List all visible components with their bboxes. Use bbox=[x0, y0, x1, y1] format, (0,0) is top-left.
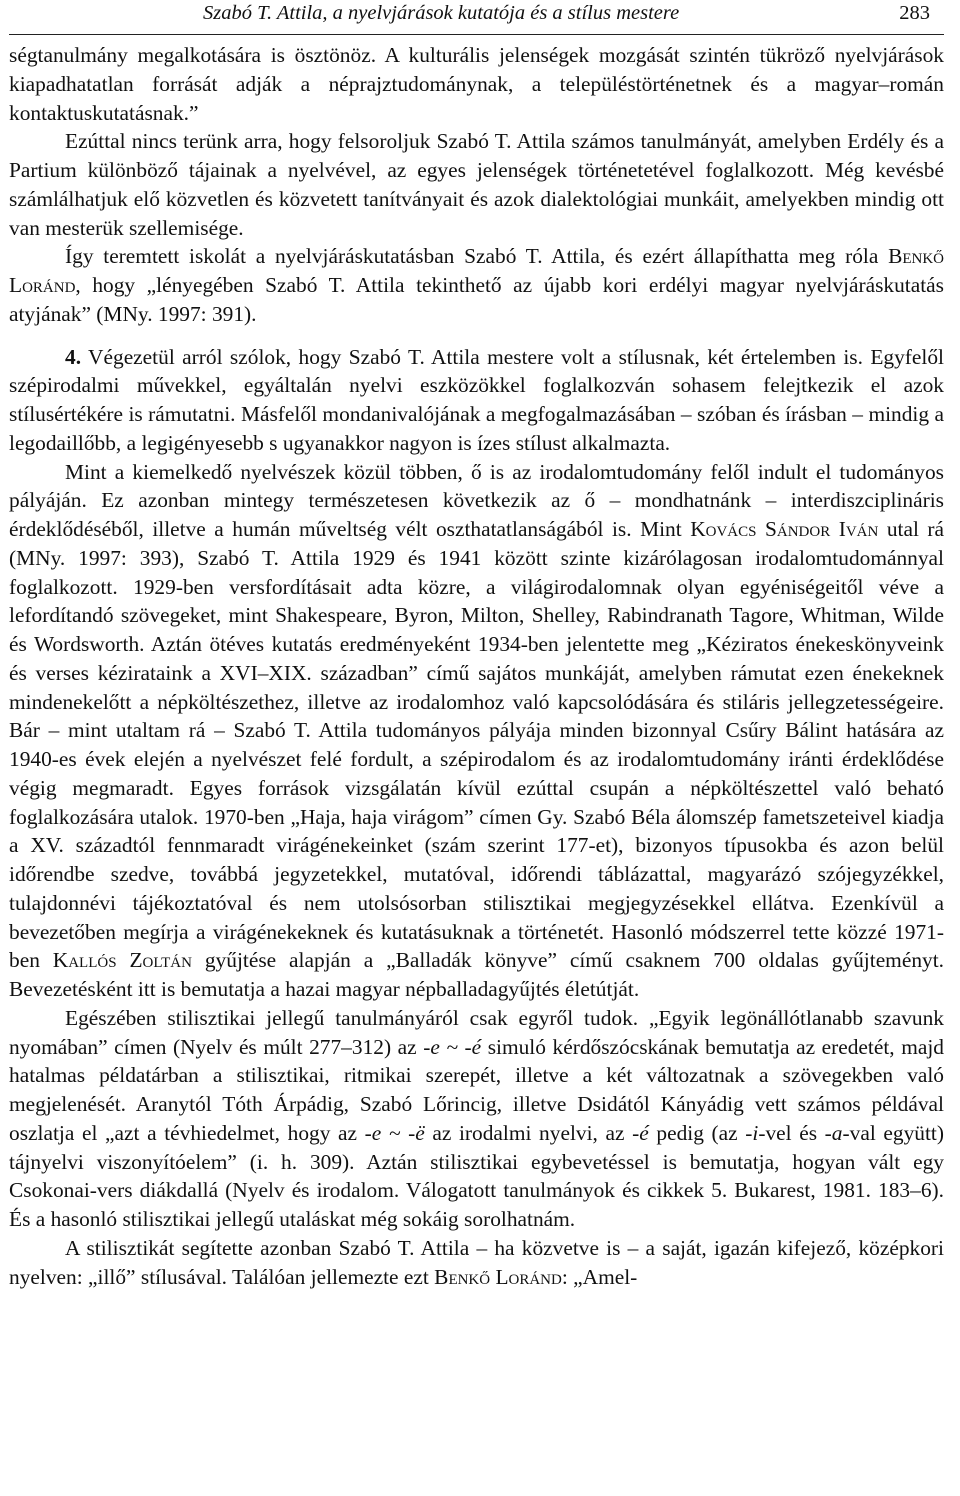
italic-term: -i bbox=[745, 1120, 759, 1145]
author-name: Kallós Zoltán bbox=[52, 948, 192, 973]
paragraph-4: 4. Végezetül arról szólok, hogy Szabó T. Attila mestere volt a stílusnak, két értelemben is. Egyfelől szépirodalmi művekkel, egyáltalán nyelvi eszközökkel foglalkozván sohasem felejtkezik el azok stílusértékére is rámutatni. Másfelől mondanivalójának a megfogalmazásában – szóban és írásban – mindig a legodaillőbb, a legigényesebb s ugyanakkor nagyon is ízes stílust alkalmazta. bbox=[9, 344, 944, 455]
italic-term: -e ~ -é bbox=[423, 1034, 482, 1059]
section-gap bbox=[9, 329, 944, 343]
running-title: Szabó T. Attila, a nyelvjárások kutatója és a stílus mestere bbox=[203, 2, 680, 24]
italic-term: -é bbox=[632, 1120, 649, 1145]
italic-term: -a bbox=[824, 1120, 843, 1145]
running-header bbox=[9, 0, 944, 34]
page-number: 283 bbox=[899, 2, 930, 24]
paragraph-6: Egészében stilisztikai jellegű tanulmányáról csak egyről tudok. „Egyik legönállótlanabb szavunk nyomában” címen (Nyelv és múlt 277–312) az -e ~ -é simuló kérdőszócskának bemutatja az eredetét, majd hatalmas példatárban a stilisztikai, ritmikai szerepét, illetve a két változatnak a szövegekben való megjelenését. Aranytól Tóth Árpádig, Szabó Lőrincig, illetve Dsidától Kányádig vett számos példával oszlatja el „azt a tévhiedelmet, hogy az -e ~ -ë az irodalmi nyelvi, az -é pedig (az -i-vel és -a-val együtt) tájnyelvi viszonyítóelem” (i. h. 309). Aztán stilisztikai egybevetéssel is bemutatja, hogyan vált egy Csokonai-vers diákdallá (Nyelv és irodalom. Válogatott tanulmányok és cikkek 5. Bukarest, 1981. 183–6). És a hasonló stilisztikai jellegű utaláskat még sokáig sorolhatnám. bbox=[9, 1005, 944, 1231]
italic-term: -e ~ -ë bbox=[364, 1120, 425, 1145]
paragraph-5: Mint a kiemelkedő nyelvészek közül többen, ő is az irodalomtudomány felől indult el tudományos pályáján. Ez azonban mintegy természetesen következik az ő – mondhatnánk – interdiszciplináris érdeklődéséből, illetve a humán műveltség vélt oszthatatlanságából is. Mint Kovács Sándor Iván utal rá (MNy. 1997: 393), Szabó T. Attila 1929 és 1941 között szinte kizárólagosan irodalomtudománnyal foglalkozott. 1929-ben versfordításait adta közre, a világirodalomnak olyan egyéniségeitől véve a lefordítandó szövegeket, mint Shakespeare, Byron, Milton, Shelley, Rabindranath Tagore, Whitman, Wilde és Wordsworth. Aztán ötéves kutatás eredményeként 1934-ben jelentette meg „Kéziratos énekeskönyveink és verses kézirataink a XVI–XIX. században” című sajátos munkáját, amelyben rámutat ezen énekeknek mindenekelőtt a népköltészethez, illetve az irodalomhoz való kapcsolódására és stiláris jellegzetességeire. Bár – mint utaltam rá – Szabó T. Attila tudományos pályája minden bizonnyal Csűry Bálint hatására az 1940-es évek elején a nyelvészet felé fordult, a szépirodalom és az irodalomtudomány iránti érdeklődése végig megmaradt. Egyes források vizsgálatán kívül ezúttal csupán a népköltészettel való beható foglalkozására utalok. 1970-ben „Haja, haja virágom” címen Gy. Szabó Béla álomszép fametszeteivel kiadja a XV. századtól fennmaradt virágénekeinket (szám szerint 177-et), bizonyos típusokba és azon belül időrendbe szedve, továbbá jegyzetekkel, mutatóval, időrendi táblázattal, magyarázó szójegyzékkel, tulajdonnévi tájékoztatóval és nem utolsósorban stilisztikai megjegyzésekkel ellátva. Ezenkívül a bevezetőben megírja a virágénekeknek és kutatásuknak a történetét. Hasonló módszerrel tette közzé 1971-ben Kallós Zoltán gyűjtése alapján a „Balladák könyve” című csaknem 700 oldalas gyűjteményt. Bevezetésként itt is bemutatja a hazai magyar népballadagyűjtés életútját. bbox=[9, 459, 945, 1001]
section-number: 4. bbox=[65, 344, 82, 369]
paragraph-3: Így teremtett iskolát a nyelvjáráskutatásban Szabó T. Attila, és ezért állapíthatta meg róla Benkő Loránd, hogy „lényegében Szabó T. Attila tekinthető az újabb kori erdélyi magyar nyelvjáráskutatás atyjának” (MNy. 1997: 391). bbox=[9, 244, 944, 326]
article-body bbox=[9, 41, 944, 1291]
paragraph-1: ségtanulmány megalkotására is ösztönöz. A kulturális jelenségek mozgását szintén tükröző nyelvjárások kiapadhatatlan forrását adják a néprajztudománynak, a településtörténetnek és a magyar–román kontaktuskutatásnak.” bbox=[9, 43, 944, 125]
paragraph-7: A stilisztikát segítette azonban Szabó T. Attila – ha közvetve is – a saját, igazán kifejező, középkori nyelven: „illő” stílusával. Találóan jellemezte ezt Benkő Loránd: „Amel- bbox=[9, 1235, 944, 1289]
paragraph-2: Ezúttal nincs terünk arra, hogy felsoroljuk Szabó T. Attila számos tanulmányát, amelyben Erdély és a Partium különböző tájainak a nyelvével, az egyes jelenségek történetetével foglalkozott. Még kevésbé számlálhatjuk elő közvetlen és közvetett tanítványait és azok dialektológiai munkáit, amelyekben mindig ott van mesterük szellemisége. bbox=[9, 129, 944, 240]
author-name: Benkő Loránd bbox=[9, 244, 944, 297]
author-name: Benkő Loránd bbox=[434, 1264, 562, 1289]
author-name: Kovács Sándor Iván bbox=[690, 517, 879, 541]
header-rule bbox=[9, 34, 944, 35]
